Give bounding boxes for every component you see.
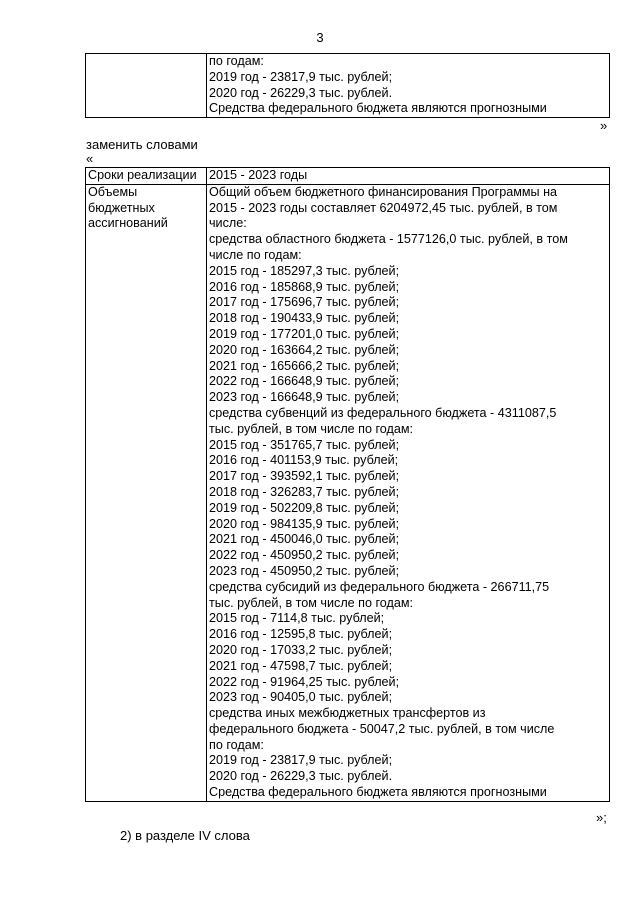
row-label-budget bbox=[86, 184, 207, 801]
text-line: средства иных межбюджетных трансфертов из bbox=[209, 706, 486, 721]
text-line: 2023 год - 166648,9 тыс. рублей; bbox=[209, 390, 400, 405]
closing-quote-semicolon: »; bbox=[596, 810, 607, 825]
replace-label: заменить словами bbox=[86, 137, 198, 152]
row-label-period: Сроки реализации bbox=[86, 168, 207, 185]
top-table-col2 bbox=[207, 54, 610, 118]
top-table-col1 bbox=[86, 54, 207, 118]
text-line: 2020 год - 17033,2 тыс. рублей; bbox=[209, 642, 393, 657]
text-line: 2016 год - 401153,9 тыс. рублей; bbox=[209, 453, 399, 468]
text-line: 2022 год - 91964,25 тыс. рублей; bbox=[209, 674, 400, 689]
text-line: тыс. рублей, в том числе по годам: bbox=[209, 421, 414, 436]
text-line: 2016 год - 185868,9 тыс. рублей; bbox=[209, 279, 400, 294]
top-table bbox=[85, 53, 610, 118]
text-line: 2022 год - 166648,9 тыс. рублей; bbox=[209, 374, 400, 389]
text-line: 2020 год - 26229,3 тыс. рублей. bbox=[209, 85, 393, 100]
label-line: Объемы bbox=[88, 184, 138, 199]
text-line: числе по годам: bbox=[209, 247, 302, 262]
text-line: Средства федерального бюджета являются прогнозными bbox=[209, 101, 547, 116]
page-number: 3 bbox=[316, 30, 324, 45]
text-line: средства областного бюджета - 1577126,0 тыс. рублей, в том bbox=[209, 232, 568, 247]
text-line: по годам: bbox=[209, 54, 264, 68]
table-row bbox=[86, 168, 610, 185]
text-line: 2020 год - 26229,3 тыс. рублей. bbox=[209, 769, 393, 784]
next-item-text: 2) в разделе IV слова bbox=[120, 828, 250, 843]
text-line: средства субсидий из федерального бюджета - 266711,75 bbox=[209, 579, 550, 594]
text-line: тыс. рублей, в том числе по годам: bbox=[209, 595, 414, 610]
table-row bbox=[86, 54, 610, 118]
text-line: 2020 год - 163664,2 тыс. рублей; bbox=[209, 342, 400, 357]
text-line: Общий объем бюджетного финансирования Программы на bbox=[209, 184, 558, 199]
row-value-budget bbox=[207, 184, 610, 801]
text-line: Средства федерального бюджета являются прогнозными bbox=[209, 785, 547, 800]
text-line: 2019 год - 177201,0 тыс. рублей; bbox=[209, 326, 400, 341]
text-line: 2023 год - 90405,0 тыс. рублей; bbox=[209, 690, 393, 705]
text-line: 2022 год - 450950,2 тыс. рублей; bbox=[209, 548, 400, 563]
text-line: 2019 год - 502209,8 тыс. рублей; bbox=[209, 500, 400, 515]
opening-quote: « bbox=[86, 151, 94, 166]
label-line: ассигнований bbox=[88, 216, 168, 231]
text-line: 2017 год - 175696,7 тыс. рублей; bbox=[209, 295, 400, 310]
text-line: 2015 - 2023 годы составляет 6204972,45 тыс. рублей, в том bbox=[209, 200, 558, 215]
text-line: 2019 год - 23817,9 тыс. рублей; bbox=[209, 753, 393, 768]
text-line: 2020 год - 984135,9 тыс. рублей; bbox=[209, 516, 400, 531]
text-line: 2016 год - 12595,8 тыс. рублей; bbox=[209, 627, 393, 642]
text-line: 2018 год - 190433,9 тыс. рублей; bbox=[209, 311, 400, 326]
text-line: числе: bbox=[209, 216, 247, 231]
text-line: средства субвенций из федерального бюджета - 4311087,5 bbox=[209, 405, 557, 420]
text-line: 2017 год - 393592,1 тыс. рублей; bbox=[209, 469, 400, 484]
text-line: 2021 год - 165666,2 тыс. рублей; bbox=[209, 358, 400, 373]
main-table bbox=[85, 167, 610, 802]
text-line: 2023 год - 450950,2 тыс. рублей; bbox=[209, 563, 400, 578]
text-line: 2015 год - 185297,3 тыс. рублей; bbox=[209, 263, 400, 278]
text-line: 2015 год - 351765,7 тыс. рублей; bbox=[209, 437, 400, 452]
text-line: 2019 год - 23817,9 тыс. рублей; bbox=[209, 69, 393, 84]
label-line: бюджетных bbox=[88, 200, 155, 215]
table-row bbox=[86, 184, 610, 801]
text-line: федерального бюджета - 50047,2 тыс. рублей, в том числе bbox=[209, 721, 555, 736]
text-line: 2021 год - 47598,7 тыс. рублей; bbox=[209, 658, 393, 673]
text-line: 2015 год - 7114,8 тыс. рублей; bbox=[209, 611, 385, 626]
row-value-period: 2015 - 2023 годы bbox=[207, 168, 610, 185]
closing-quote: » bbox=[600, 118, 608, 133]
text-line: 2021 год - 450046,0 тыс. рублей; bbox=[209, 532, 400, 547]
text-line: 2018 год - 326283,7 тыс. рублей; bbox=[209, 484, 400, 499]
text-line: по годам: bbox=[209, 737, 264, 752]
